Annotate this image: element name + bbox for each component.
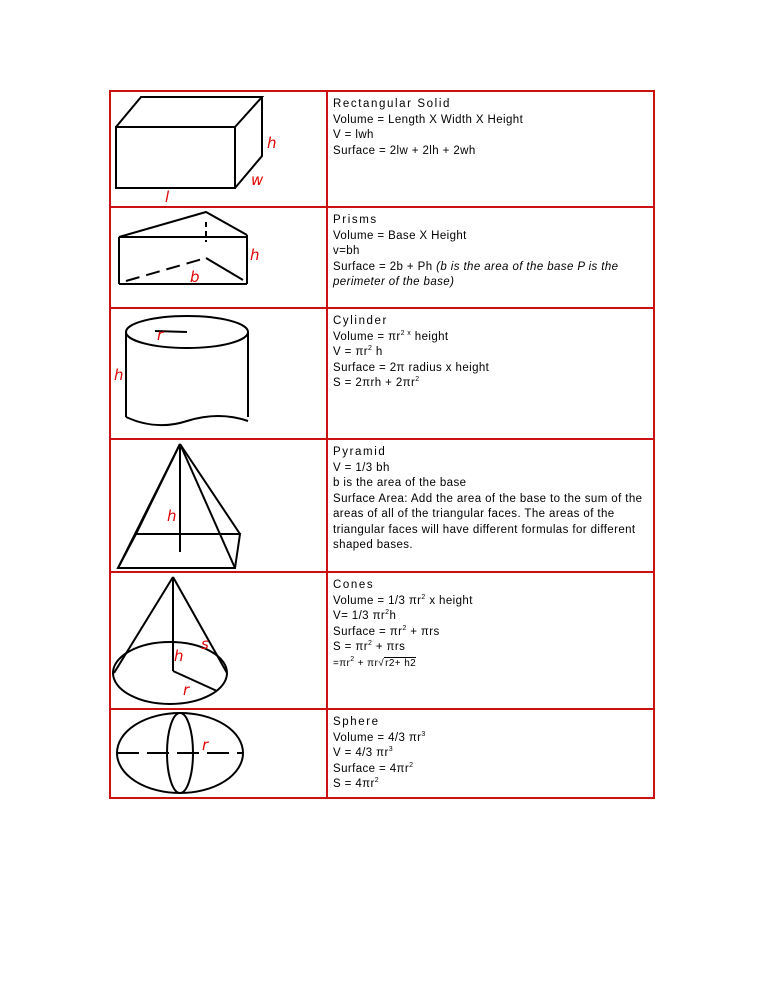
formula-part: V = πr [333,346,368,358]
formula-line: b is the area of the base [333,477,467,489]
table-row [111,92,653,206]
cylinder-figure [111,309,328,438]
formula-line [333,594,649,610]
formula-line: Surface = 2lw + 2lh + 2wh [333,144,476,157]
formula-line [333,330,649,346]
surface-note: (b is the area of the base P is the perimeter of the base) [333,260,619,288]
formula-line [333,345,649,361]
formula-part: x height [425,594,473,607]
formula-part: Volume = 1/3 πr [333,594,422,607]
cone-figure [111,573,328,708]
formula-part: + πrs [406,625,440,638]
surface-area-paragraph: Surface Area: Add the area of the base to the sum of the areas of all of the triangular faces. The areas of the triangular faces will have different formulas for different shaped bases. [333,492,643,551]
prism-figure [111,208,328,307]
pyramid-text [333,445,649,554]
exponent: 2 [367,640,373,647]
formula-table [109,90,655,799]
exponent: 2 [415,376,420,383]
exponent: 2 [367,345,373,352]
sphere-figure [111,710,328,797]
exponent: 2 [385,609,390,616]
section-title: Rectangular Solid [333,98,451,110]
table-row [111,571,653,708]
formula-line [333,625,649,641]
formula-line: V = lwh [333,129,374,141]
table-row [111,438,653,571]
radius-label: r [157,326,164,344]
cylinder-drawing [111,309,326,438]
exponent: 2 [402,624,407,632]
formula-part: =πr [333,657,351,669]
formula-part: + πr√ [354,657,385,669]
formula-line: Surface = 2π radius x height [333,361,490,374]
formula-part: Surface = πr [333,625,403,638]
formula-line: v=bh [333,245,360,257]
exponent: 2 x [400,329,412,337]
prism-text [333,213,649,291]
formula-part: h [389,610,397,622]
table-row [111,708,653,797]
height-label: h [114,366,124,384]
section-title: Cylinder [333,315,388,327]
exponent: 3 [421,730,426,738]
pyramid-figure [111,440,328,571]
surface-formula: Surface = 2b + Ph [333,260,433,273]
sphere-text [333,715,649,793]
formula-line [333,762,649,778]
height-label: h [250,246,260,264]
cylinder-text [333,314,649,392]
formula-part: Volume = πr [333,330,401,343]
formula-line [333,777,649,793]
radius-label: r [202,736,209,754]
exponent: 2 [350,655,355,663]
prism-drawing [111,208,326,307]
rectangular-solid-text [333,97,649,159]
radicand: r2+ h2 [385,657,417,669]
length-label: l [165,188,170,206]
formula-line [333,731,649,747]
slant-label: s [201,635,209,653]
formula-part: + πrs [372,641,406,653]
section-title: Prisms [333,214,378,226]
formula-line [333,746,649,762]
formula-part: height [411,330,449,343]
formula-line: Volume = Base X Height [333,229,467,242]
formula-line [333,656,649,672]
formula-line [333,640,649,656]
cone-drawing [111,573,326,708]
rectangular-solid-figure [111,92,328,206]
rectangular-solid-drawing [111,92,326,206]
formula-line: V = 1/3 bh [333,461,390,474]
radius-label: r [183,681,190,699]
formula-part: S = 4πr [333,778,375,790]
exponent: 2 [421,593,426,601]
table-row [111,307,653,438]
pyramid-drawing [111,440,326,571]
width-label: w [251,171,264,189]
height-label: h [167,507,177,525]
cone-text [333,578,649,671]
formula-part: S = πr [333,641,368,653]
formula-part: V = 4/3 πr [333,747,389,759]
formula-part: h [372,346,383,358]
height-label: h [174,647,184,665]
exponent: 2 [409,761,414,769]
section-title: Cones [333,579,375,591]
table-row [111,206,653,307]
formula-part: V= 1/3 πr [333,610,386,622]
sphere-drawing [111,710,326,797]
formula-line [333,376,649,392]
formula-line [333,609,649,625]
section-title: Pyramid [333,446,387,458]
section-title: Sphere [333,716,380,728]
exponent: 3 [388,746,394,753]
base-label: b [190,268,200,286]
formula-part: Volume = 4/3 πr [333,731,422,744]
exponent: 2 [374,777,380,784]
formula-part: Surface = 4πr [333,762,410,775]
formula-line [333,260,649,291]
formula-part: S = 2πrh + 2πr [333,377,416,389]
height-label: h [267,134,277,152]
formula-line: Volume = Length X Width X Height [333,113,524,126]
